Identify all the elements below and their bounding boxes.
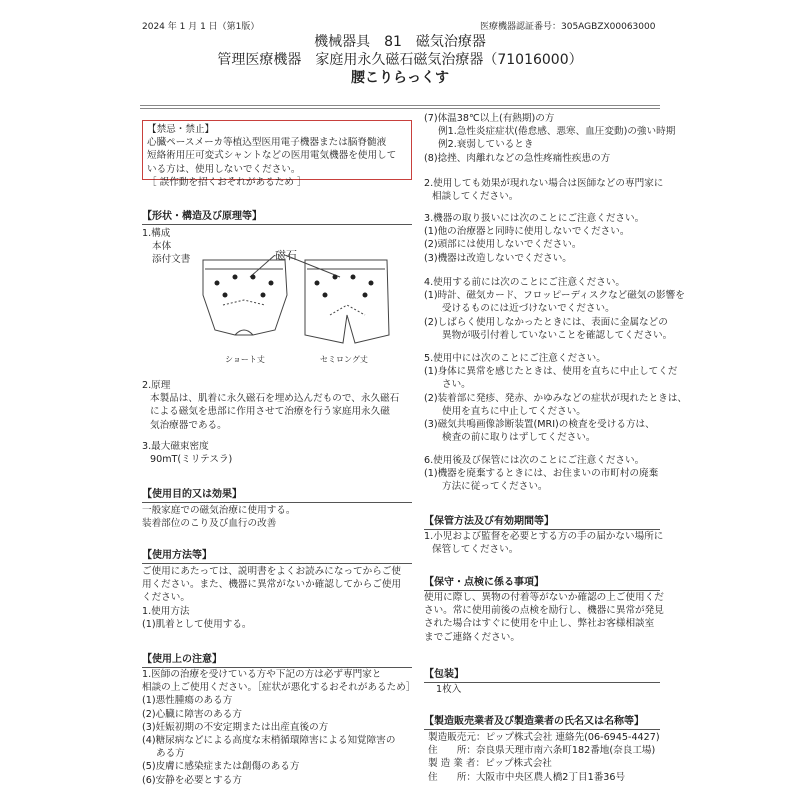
text-line: (1)悪性腫瘍のある方 [142, 695, 233, 707]
section-precautions [142, 653, 222, 667]
text-line: さい。 [442, 379, 471, 391]
text-line: ご使用にあたっては、説明書をよくお読みになってからご使 [142, 566, 402, 577]
text-line: 1.医師の治療を受けている方や下記の方は必ず専門家と [142, 669, 382, 680]
text-line: 装着部位のこり及び血行の改善 [142, 518, 277, 530]
precautions-continued [424, 112, 675, 165]
storage-text [424, 530, 663, 556]
text-line: 5.使用中には次のことにご注意ください。 [424, 353, 606, 364]
section-heading: 【保守・点検に係る事項】 [424, 577, 544, 588]
header-divider-2 [140, 108, 660, 109]
manufacturer-info [428, 731, 660, 784]
section-heading: 【包装】 [424, 669, 464, 680]
section-underline [424, 729, 660, 730]
text-line: による磁気を患部に作用させて治療を行う家庭用永久磁 [150, 406, 390, 418]
contraindication-title: 【禁忌・禁止】 [147, 124, 215, 135]
text-line: ください。 [142, 592, 190, 604]
text-line: (8)捻挫、肉離れなどの急性疼痛性疾患の方 [424, 152, 611, 164]
text-line: 例2.衰弱しているとき [438, 139, 534, 151]
contraindication-line: いる方は、使用しないでください。 [147, 163, 301, 175]
text-line: (4)糖尿病などによる高度な末梢循環障害による知覚障害の [142, 735, 396, 747]
text-line: (2)心臓に障害のある方 [142, 708, 242, 720]
text-line: さい。常に使用前後の点検を励行し、機器に異常が発見 [424, 605, 664, 617]
text-line: 住 所：大阪市中央区農人橋2丁目1番36号 [428, 771, 626, 783]
text-line: 6.使用後及び保管には次のことにご注意ください。 [424, 455, 645, 466]
section-packaging [424, 668, 464, 682]
text-line: (2)頭部には使用しないでください。 [424, 239, 582, 251]
section-manufacturer [424, 715, 644, 729]
list-item: 3.最大磁束密度 [142, 441, 209, 452]
device-classification: 管理医療機器 家庭用永久磁石磁気治療器（71016000） [217, 52, 583, 68]
header-divider [140, 105, 660, 106]
text-line: 90mT(ミリテスラ) [150, 454, 233, 466]
text-line: ある方 [156, 748, 185, 760]
list-item: 本体 [152, 241, 172, 253]
text-line: 方法に従ってください。 [442, 481, 548, 493]
garment-illustration [195, 255, 395, 350]
section-usage [142, 549, 212, 563]
text-line: (5)皮膚に感染症または創傷のある方 [142, 761, 300, 773]
contraindication-line: 短絡術用圧可変式シャントなどの医用電気機器を使用して [147, 150, 397, 162]
text-line: 受けるものには近づけないでください。 [442, 303, 615, 315]
section-heading: 【形状・構造及び原理等】 [142, 211, 262, 222]
precaution-3 [424, 212, 644, 265]
text-line: (2)装着部に発疹、発赤、かゆみなどの症状が現れたときは、 [424, 392, 688, 404]
text-line: (1)機器を廃棄するときには、お住まいの市町村の廃棄 [424, 468, 659, 480]
section-underline [142, 224, 412, 225]
list-item: 2.原理 [142, 380, 171, 391]
text-line: までご連絡ください。 [424, 631, 520, 643]
issue-date: 2024 年 1 月 1 日（第1版） [142, 22, 260, 32]
purpose-text [142, 504, 296, 530]
text-line: 住 所：奈良県天理市南六条町182番地(奈良工場) [428, 745, 656, 757]
text-line: 相談してください。 [432, 191, 519, 203]
text-line: 2.使用しても効果が現れない場合は医師などの専門家に [424, 178, 664, 189]
text-line: 製 造 業 者：ピップ株式会社 [428, 758, 552, 770]
device-category: 機械器具 81 磁気治療器 [314, 34, 486, 50]
text-line: 検査の前に取りはずしてください。 [442, 432, 596, 444]
precaution-2 [424, 177, 663, 203]
section-heading: 【使用上の注意】 [142, 654, 222, 665]
usage-text [142, 565, 401, 631]
text-line: 用ください。また、機器に異常がないか確認してからご使用 [142, 579, 402, 591]
principle-block [142, 379, 399, 432]
section-underline [142, 563, 412, 564]
certification-number: 医療機器認証番号：305AGBZX00063000 [480, 22, 656, 32]
contraindication-box [142, 120, 412, 188]
precautions-text [142, 668, 415, 787]
section-storage [424, 515, 554, 529]
section-heading: 【保管方法及び有効期間等】 [424, 516, 554, 527]
text-line: 保管してください。 [432, 544, 519, 556]
text-line: 1.使用方法 [142, 605, 190, 617]
text-line: された場合はすぐに使用を中止し、弊社お客様相談室 [424, 618, 655, 630]
packaging-text [436, 683, 461, 696]
text-line: (1)肌着として使用する。 [142, 618, 252, 630]
section-heading: 【製造販売業者及び製造業者の氏名又は名称等】 [424, 716, 644, 727]
caption-short: ショート丈 [225, 355, 265, 364]
text-line: (1)他の治療器と同時に使用しないでください。 [424, 226, 630, 238]
text-line: 使用に際し、異物の付着等がないか確認の上ご使用くだ [424, 592, 664, 603]
text-line: 使用を直ちに中止してください。 [442, 405, 586, 417]
section-purpose [142, 488, 242, 502]
text-line: 一般家庭での磁気治療に使用する。 [142, 505, 296, 516]
list-item: 添付文書 [152, 254, 191, 266]
caption-semi-long: セミロング丈 [320, 355, 368, 364]
flux-density-block [142, 440, 232, 466]
text-line: 製造販売元：ピップ株式会社 連絡先(06-6945-4427) [428, 732, 660, 743]
text-line: (3)妊娠初期の不安定期または出産直後の方 [142, 721, 329, 733]
contraindication-line: ［ 誤作動を招くおそれがあるため ］ [147, 176, 307, 188]
text-line: (2)しばらく使用しなかったときには、表面に金属などの [424, 316, 668, 328]
contraindication-line: 心臓ペースメーカ等植込型医用電子機器または脳脊髄液 [147, 137, 387, 149]
section-heading: 【使用方法等】 [142, 550, 212, 561]
product-name: 腰こりらっくす [351, 70, 449, 86]
text-line: (6)安静を必要とする方 [142, 774, 242, 786]
text-line: 4.使用する前には次のことにご注意ください。 [424, 277, 626, 288]
text-line: 相談の上ご使用ください。［症状が悪化するおそれがあるため］ [142, 682, 416, 694]
text-line: 本製品は、肌着に永久磁石を埋め込んだもので、永久磁石 [150, 393, 400, 405]
magnet-label: 磁石 [275, 249, 297, 262]
text-line: 異物が吸引付着していないことを確認してください。 [442, 329, 673, 341]
text-line: 気治療器である。 [150, 419, 227, 431]
text-line: 例1.急性炎症症状(倦怠感、悪寒、血圧変動)の強い時期 [438, 126, 676, 138]
section-heading: 【使用目的又は効果】 [142, 489, 242, 500]
list-item: 1.構成 [142, 228, 171, 239]
precaution-5 [424, 352, 687, 444]
text-line: 1枚入 [436, 684, 462, 695]
precaution-6 [424, 454, 658, 494]
text-line: (1)身体に異常を感じたときは、使用を直ちに中止してくだ [424, 366, 678, 378]
section-underline [142, 502, 412, 503]
text-line: (7)体温38℃以上(有熱期)の方 [424, 113, 555, 124]
text-line: 3.機器の取り扱いには次のことにご注意ください。 [424, 213, 645, 224]
composition-list [142, 227, 190, 267]
maintenance-text [424, 591, 664, 644]
section-shape-structure [142, 210, 262, 224]
text-line: 1.小児および監督を必要とする方の手の届かない場所に [424, 531, 664, 542]
text-line: (1)時計、磁気カード、フロッピーディスクなど磁気の影響を [424, 290, 685, 302]
precaution-4 [424, 276, 685, 342]
text-line: (3)磁気共鳴画像診断装置(MRI)の検査を受ける方は、 [424, 419, 655, 431]
text-line: (3)機器は改造しないでください。 [424, 252, 572, 264]
section-maintenance [424, 576, 544, 590]
